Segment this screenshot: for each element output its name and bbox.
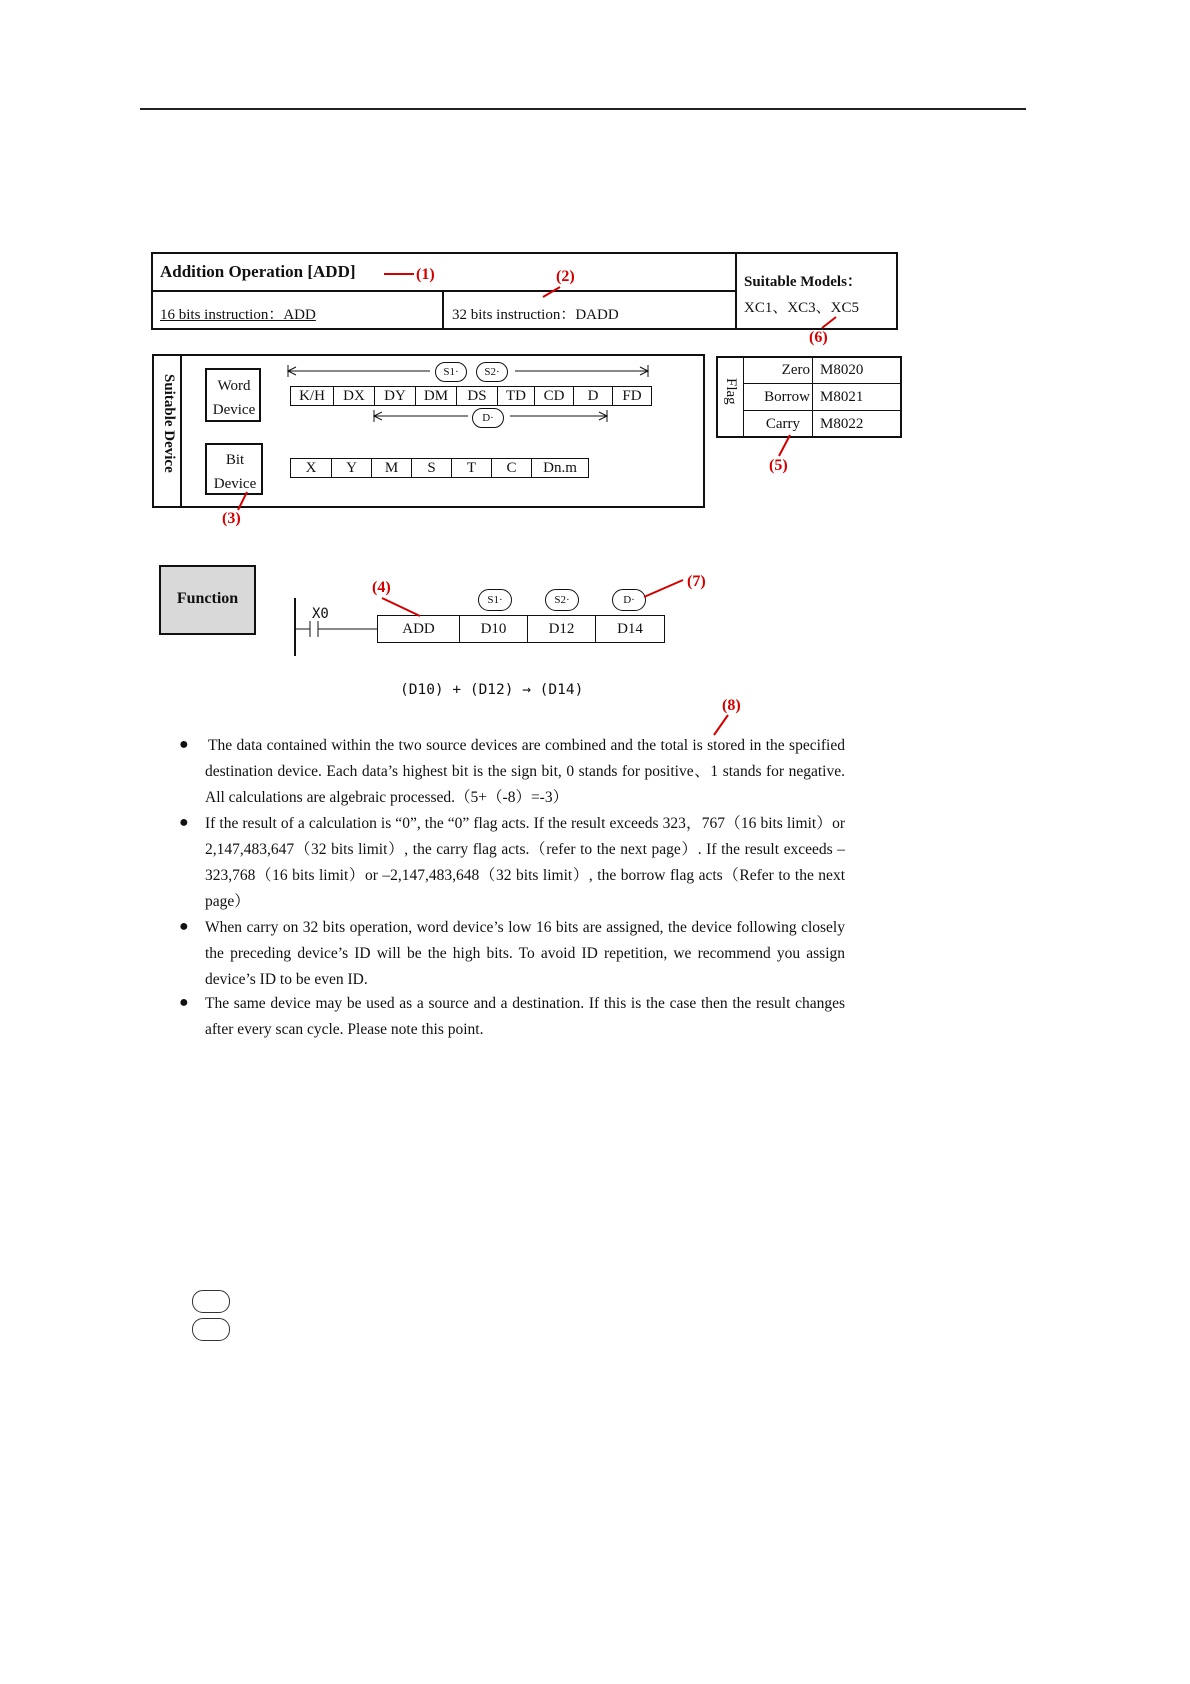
word-cell: FD (612, 386, 652, 406)
page-title: Addition Operation [ADD] (160, 262, 356, 281)
flag-label: Flag (723, 378, 739, 405)
bit-cell: X (290, 458, 332, 478)
bit-cell: T (451, 458, 492, 478)
annotation-label: (6) (809, 329, 828, 346)
flag-addr: M8022 (820, 416, 864, 432)
models-label: Suitable Models： (744, 274, 862, 290)
word-cell: DX (333, 386, 375, 406)
bullet-icon: ● (179, 918, 189, 935)
bit-cell: S (411, 458, 452, 478)
word-cell: TD (497, 386, 535, 406)
instr-cell: D12 (527, 615, 596, 643)
leader-7 (644, 580, 683, 597)
annotation-label: (7) (687, 573, 706, 590)
s1-oval: S1· (478, 589, 512, 611)
paragraph: When carry on 32 bits operation, word device’s low 16 bits are assigned, the device following closely the preceding device’s ID will be the high bits. To avoid ID repetition, we recommend you assign device’s ID to be even ID. (205, 919, 845, 988)
annotation-label: (5) (769, 457, 788, 474)
function-label: Function (176, 590, 239, 607)
d-oval: D· (472, 408, 504, 428)
d-oval: D· (612, 589, 646, 611)
instr-cell: D14 (595, 615, 665, 643)
s1-oval: S1· (435, 362, 467, 382)
bullet-icon: ● (179, 814, 189, 831)
flag-name: Carry (765, 416, 800, 432)
formula: (D10) + (D12) → (D14) (400, 682, 584, 698)
empty-oval-shape (192, 1290, 230, 1313)
bit-cell: Dn.m (531, 458, 589, 478)
word-cell: CD (534, 386, 574, 406)
contact-label: X0 (312, 606, 329, 622)
annotation-label: (8) (722, 697, 741, 714)
leader-6 (822, 317, 836, 328)
paragraph: The data contained within the two source devices are combined and the total is stored in the specified destination device. Each data’s highest bit is the sign bit, 0 stands for positive、1 stands for negative. All calculations are algebraic processed.（5+（-8）=-3） (205, 737, 845, 806)
leader-3 (238, 492, 247, 510)
word-cell: DS (456, 386, 498, 406)
leader-4 (382, 598, 420, 616)
word-cell: DM (415, 386, 457, 406)
word-device-label: Word Device (212, 378, 256, 418)
paragraph: If the result of a calculation is “0”, the “0” flag acts. If the result exceeds 323，767（16 bits limit）or 2,147,483,647（32 bits limit）, the carry flag acts.（refer to the next page）. If the result exceeds –323,768（16 bits limit）or –2,147,483,648（32 bits limit）, the borrow flag acts（Refer to the next page） (205, 815, 845, 910)
annotation-label: (1) (416, 266, 435, 283)
leader-8 (714, 715, 728, 735)
word-cell: D (573, 386, 613, 406)
suitable-device-label: Suitable Device (161, 374, 177, 473)
bits32-label: 32 bits instruction：DADD (452, 307, 619, 323)
bit-cell: Y (331, 458, 372, 478)
bit-cell: C (491, 458, 532, 478)
instr-cell: ADD (377, 615, 460, 643)
annotation-label: (2) (556, 268, 575, 285)
s2-oval: S2· (545, 589, 579, 611)
word-cell: K/H (290, 386, 334, 406)
bit-cell: M (371, 458, 412, 478)
word-cell: DY (374, 386, 416, 406)
models-value: XC1、XC3、XC5 (744, 300, 860, 316)
leader-5 (779, 435, 790, 456)
flag-name: Borrow (764, 389, 810, 405)
flag-name: Zero (781, 362, 810, 378)
annotation-label: (3) (222, 510, 241, 527)
bits16-label: 16 bits instruction：ADD (160, 307, 316, 323)
bullet-icon: ● (179, 994, 189, 1011)
bit-device-label: Bit Device (213, 452, 257, 492)
paragraph: The same device may be used as a source and a destination. If this is the case then the result changes after every scan cycle. Please note this point. (205, 995, 845, 1038)
instr-cell: D10 (459, 615, 528, 643)
flag-addr: M8021 (820, 389, 864, 405)
flag-addr: M8020 (820, 362, 864, 378)
bullet-icon: ● (179, 736, 189, 753)
empty-oval-shape (192, 1318, 230, 1341)
s2-oval: S2· (476, 362, 508, 382)
annotation-label: (4) (372, 579, 391, 596)
leader-2 (543, 287, 560, 297)
